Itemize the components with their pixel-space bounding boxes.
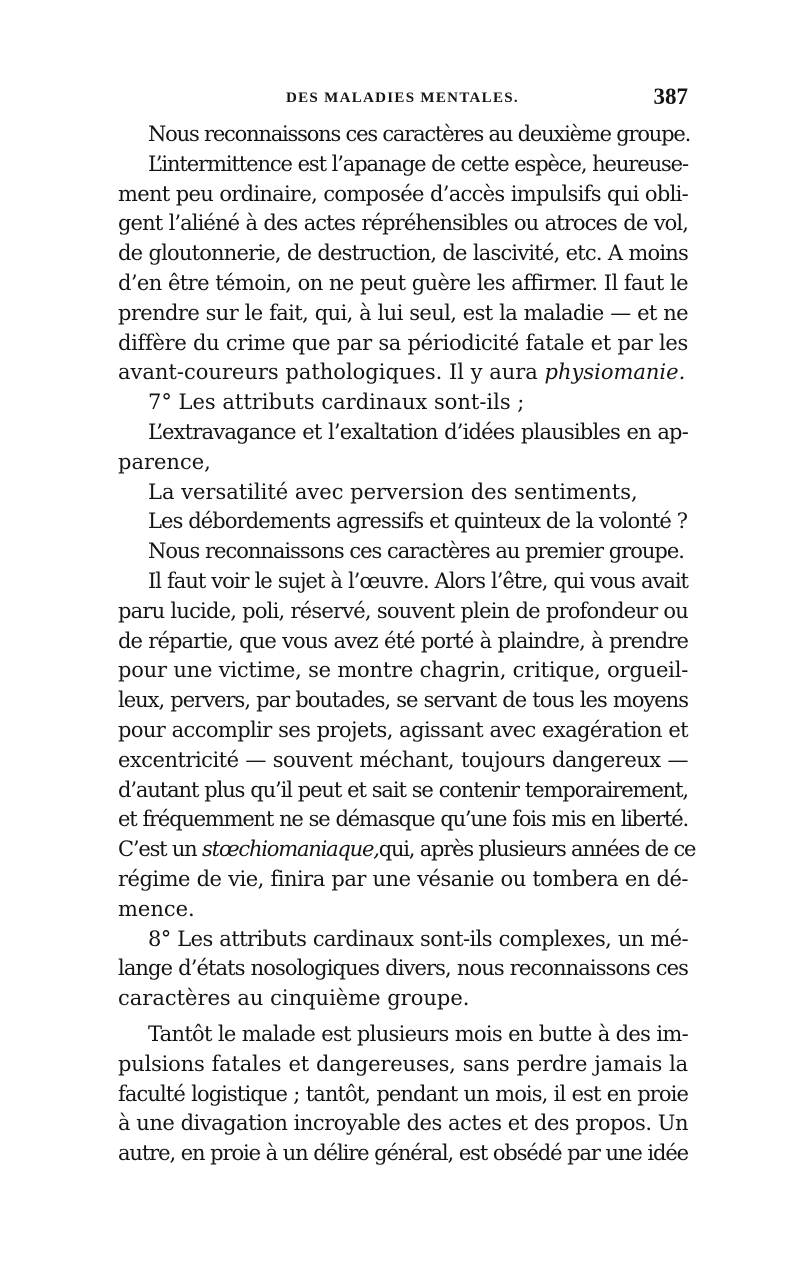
text-line	[118, 865, 688, 895]
text-line	[118, 299, 688, 329]
text-line-content: ment peu ordinaire, composée d’accès impulsifs qui obli-	[118, 181, 688, 206]
text-line	[118, 686, 688, 716]
italic-term: physiomanie.	[544, 360, 686, 385]
text-line-content: et fréquemment ne se démasque qu’une fois mis en liberté.	[118, 807, 688, 832]
text-line-content: 7° Les attributs cardinaux sont-ils ;	[148, 390, 525, 415]
text-line	[118, 1020, 688, 1050]
text-line-content: L’extravagance et l’exaltation d’idées plausibles en ap-	[148, 419, 688, 444]
text-line-content: Les débordements agressifs et quinteux de la volonté ?	[148, 509, 688, 534]
text-line	[118, 478, 688, 508]
text-line-content: faculté logistique ; tantôt, pendant un mois, il est en proie	[118, 1081, 688, 1106]
text-line-content: Nous reconnaissons ces caractères au premier groupe.	[148, 539, 684, 564]
text-line	[118, 746, 688, 776]
text-line	[118, 358, 688, 388]
text-line-content: d’autant plus qu’il peut et sait se contenir temporairement,	[118, 777, 688, 802]
text-line	[118, 1139, 688, 1169]
text-line	[118, 895, 688, 925]
text-line-content: pour accomplir ses projets, agissant avec exagération et	[118, 717, 688, 742]
text-line-content: Il faut voir le sujet à l’œuvre. Alors l’être, qui vous avait	[148, 568, 688, 593]
text-line-content: excentricité — souvent méchant, toujours dangereux —	[118, 747, 688, 772]
text-line-content: paru lucide, poli, réservé, souvent plein de profondeur ou	[118, 598, 688, 623]
text-line-content: pulsions fatales et dangereuses, sans perdre jamais la	[118, 1051, 688, 1076]
page-number: 387	[653, 84, 688, 109]
text-line-content: caractères au cinquième groupe.	[118, 986, 470, 1011]
text-line-content: 8° Les attributs cardinaux sont-ils complexes, un mé-	[148, 926, 688, 951]
text-line	[118, 209, 688, 239]
text-line-content: avant-coureurs pathologiques. Il y aura	[118, 360, 545, 385]
body-text	[118, 120, 696, 1169]
text-line-content: leux, pervers, par boutades, se servant de tous les moyens	[118, 688, 688, 713]
text-line-continuation: qui, après plusieurs années de ce	[378, 837, 696, 862]
text-line-content: lange d’états nosologiques divers, nous reconnaissons ces	[118, 956, 688, 981]
text-line-content: La versatilité avec perversion des sentiments,	[148, 479, 638, 504]
text-line	[118, 776, 688, 806]
text-line-content: diffère du crime que par sa périodicité fatale et par les	[118, 330, 688, 355]
text-line	[118, 925, 688, 955]
text-line	[118, 418, 688, 448]
text-line	[118, 329, 688, 359]
text-line	[118, 1080, 688, 1110]
text-line	[118, 1109, 688, 1139]
text-line	[118, 835, 696, 865]
text-line	[118, 537, 688, 567]
text-line-content: d’en être témoin, on ne peut guère les affirmer. Il faut le	[118, 270, 688, 295]
text-line-content: prendre sur le fait, qui, à lui seul, est la maladie — et ne	[118, 300, 688, 325]
text-line	[118, 180, 688, 210]
text-line	[118, 388, 688, 418]
text-line-content: gent l’aliéné à des actes répréhensibles ou atroces de vol,	[118, 211, 688, 236]
italic-term: stœchiomaniaque,	[202, 837, 379, 862]
text-line-content: de répartie, que vous avez été porté à plaindre, à prendre	[118, 628, 688, 653]
text-line-content: mence.	[118, 896, 195, 921]
text-line	[118, 627, 688, 657]
text-line-content: à une divagation incroyable des actes et des propos. Un	[118, 1111, 688, 1136]
text-line	[118, 239, 688, 269]
text-line	[118, 448, 688, 478]
text-line-content: pour une victime, se montre chagrin, critique, orgueil-	[118, 658, 689, 683]
text-line	[118, 656, 688, 686]
text-line-content: Nous reconnaissons ces caractères au deuxième groupe.	[148, 122, 691, 146]
text-line	[118, 120, 691, 150]
text-line	[118, 984, 688, 1014]
text-line	[118, 597, 688, 627]
text-line	[118, 507, 688, 537]
text-line-content: de gloutonnerie, de destruction, de lascivité, etc. A moins	[118, 241, 688, 266]
running-header	[118, 84, 688, 114]
text-line	[118, 567, 688, 597]
running-title: DES MALADIES MENTALES.	[286, 90, 519, 106]
text-line	[118, 716, 688, 746]
text-line	[118, 150, 688, 180]
text-line	[118, 954, 688, 984]
text-line	[118, 269, 688, 299]
text-line	[118, 1050, 688, 1080]
text-line-content: C’est un	[118, 837, 202, 862]
text-line-content: autre, en proie à un délire général, est obsédé par une idée	[118, 1141, 688, 1166]
text-line-content: parence,	[118, 449, 211, 474]
text-line-content: régime de vie, finira par une vésanie ou tombera en dé-	[118, 866, 688, 891]
text-line-content: L’intermittence est l’apanage de cette espèce, heureuse-	[148, 151, 688, 176]
text-line-content: Tantôt le malade est plusieurs mois en butte à des im-	[148, 1021, 688, 1046]
text-line	[118, 805, 688, 835]
